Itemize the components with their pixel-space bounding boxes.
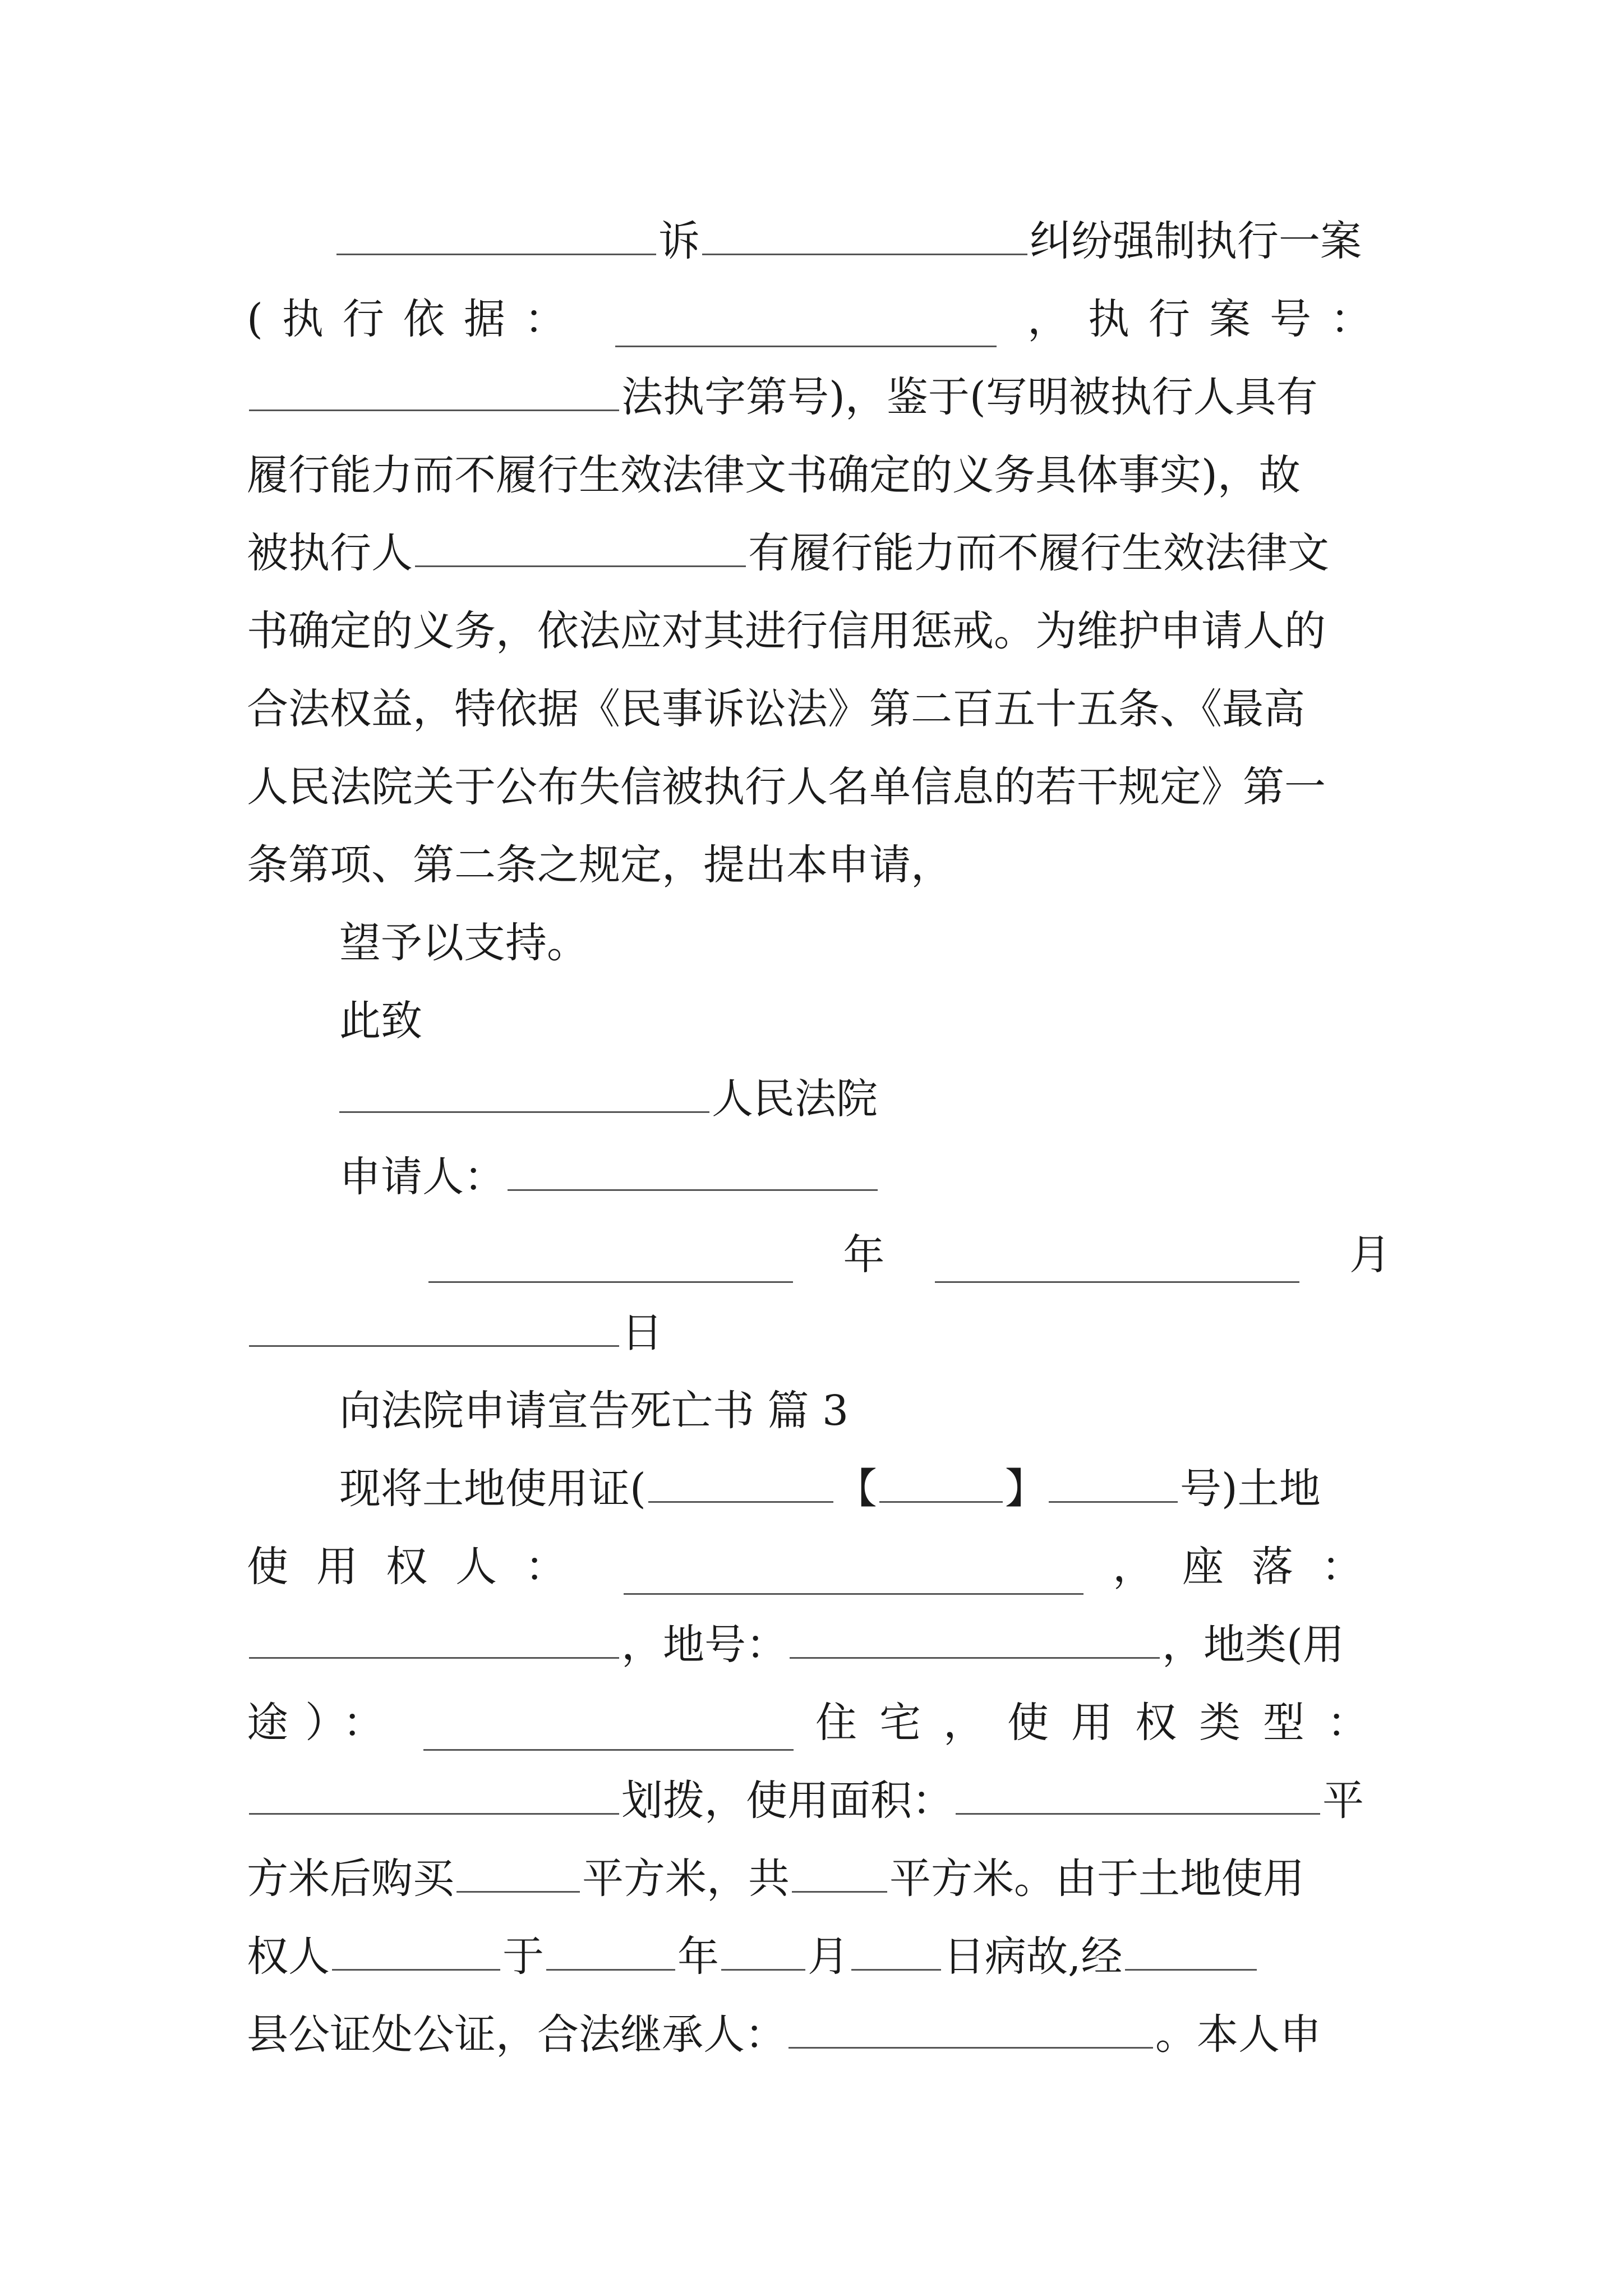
text-span: 年 (677, 1932, 719, 1981)
text-span: 于 (502, 1932, 544, 1981)
text-line: 望予以支持。 (339, 919, 588, 967)
blank-field (624, 1555, 1083, 1595)
text-span: ，地类(用 (1162, 1621, 1344, 1669)
text-line (247, 525, 1391, 581)
text-line (247, 1305, 1391, 1361)
text-line: 此致 (339, 997, 422, 1045)
text-span: ，执行案号： (1027, 295, 1391, 343)
text-line (247, 1149, 1483, 1205)
text-line (247, 1929, 1391, 1985)
blank-field (702, 215, 1027, 255)
blank-field (249, 371, 619, 411)
text-span: 】 (1004, 1465, 1046, 1513)
text-span: 住宅，使用权类型： (815, 1699, 1391, 1747)
text-span: 现将土地使用证( (339, 1465, 646, 1513)
text-line (247, 1227, 1391, 1283)
text-line (247, 213, 1391, 269)
text-line: 书确定的义务，依法应对其进行信用惩戒。为维护申请人的 (247, 607, 1326, 655)
blank-field (546, 1931, 675, 1971)
text-line: 履行能力而不履行生效法律文书确定的义务具体事实)，故 (247, 451, 1301, 499)
text-span: 被执行人 (247, 529, 413, 577)
text-line: 条第项、第二条之规定，提出本申请， (247, 841, 952, 889)
text-span: 月 (808, 1932, 849, 1981)
text-span: 划拨，使用面积： (621, 1777, 953, 1825)
text-span: 途）： (247, 1699, 401, 1747)
text-span: 平 (1322, 1777, 1364, 1825)
text-span: 日 (621, 1309, 663, 1357)
blank-field (879, 1463, 1003, 1503)
blank-field (423, 1711, 794, 1751)
blank-field (1049, 1463, 1178, 1503)
text-line (247, 1539, 1391, 1595)
text-span: ，地号： (621, 1621, 787, 1669)
blank-field (249, 1619, 619, 1659)
blank-field (935, 1243, 1299, 1283)
text-line (247, 291, 1391, 347)
blank-field (792, 1853, 887, 1893)
text-span: ，座落： (1113, 1543, 1391, 1591)
text-span: 有履行能力而不履行生效法律文 (748, 529, 1329, 577)
blank-field (615, 307, 997, 347)
blank-field (721, 1931, 805, 1971)
blank-field (339, 1073, 709, 1113)
text-span: 月 (1349, 1231, 1391, 1279)
text-line (247, 1071, 1483, 1127)
text-span: 号)土地 (1179, 1465, 1321, 1513)
text-span: 日病故,经 (943, 1932, 1123, 1981)
text-line (247, 1461, 1391, 1517)
text-span: 年 (843, 1231, 885, 1279)
text-line (247, 1617, 1391, 1673)
text-span: 使用权人： (247, 1543, 594, 1591)
blank-field (457, 1853, 580, 1893)
blank-field (508, 1151, 878, 1191)
blank-field (249, 1307, 619, 1347)
text-span: 平方米，共 (582, 1855, 790, 1903)
blank-field (332, 1931, 500, 1971)
blank-field (336, 215, 656, 255)
text-line (247, 1695, 1391, 1751)
text-span: 平方米。由于土地使用 (889, 1855, 1304, 1903)
text-line: 人民法院关于公布失信被执行人名单信息的若干规定》第一 (247, 763, 1326, 811)
text-span: 法执字第号)，鉴于(写明被执行人具有 (621, 373, 1318, 421)
text-line (247, 369, 1391, 425)
blank-field (648, 1463, 833, 1503)
text-line (247, 2007, 1391, 2063)
text-span: 人民法院 (712, 1075, 878, 1123)
text-line (247, 1851, 1391, 1907)
blank-field (789, 2009, 1153, 2049)
blank-field (415, 527, 746, 567)
text-span: 权人 (247, 1932, 330, 1981)
blank-field (1125, 1931, 1257, 1971)
text-span: (执行依据： (247, 295, 585, 343)
text-span: 诉 (658, 217, 700, 265)
blank-field (249, 1775, 619, 1815)
blank-field (428, 1243, 793, 1283)
blank-field (790, 1619, 1160, 1659)
section-heading: 向法院申请宣告死亡书 篇 3 (339, 1387, 849, 1435)
text-line: 合法权益，特依据《民事诉讼法》第二百五十五条、《最高 (247, 685, 1305, 733)
text-span: 。本人申 (1155, 2010, 1321, 2059)
blank-field (956, 1775, 1320, 1815)
text-span: 纠纷强制执行一案 (1030, 217, 1362, 265)
text-span: 方米后购买 (247, 1855, 454, 1903)
text-line (247, 1773, 1391, 1829)
text-span: 【 (835, 1465, 877, 1513)
text-span: 申请人： (339, 1153, 505, 1201)
text-span: 县公证处公证，合法继承人： (247, 2010, 786, 2059)
blank-field (851, 1931, 941, 1971)
